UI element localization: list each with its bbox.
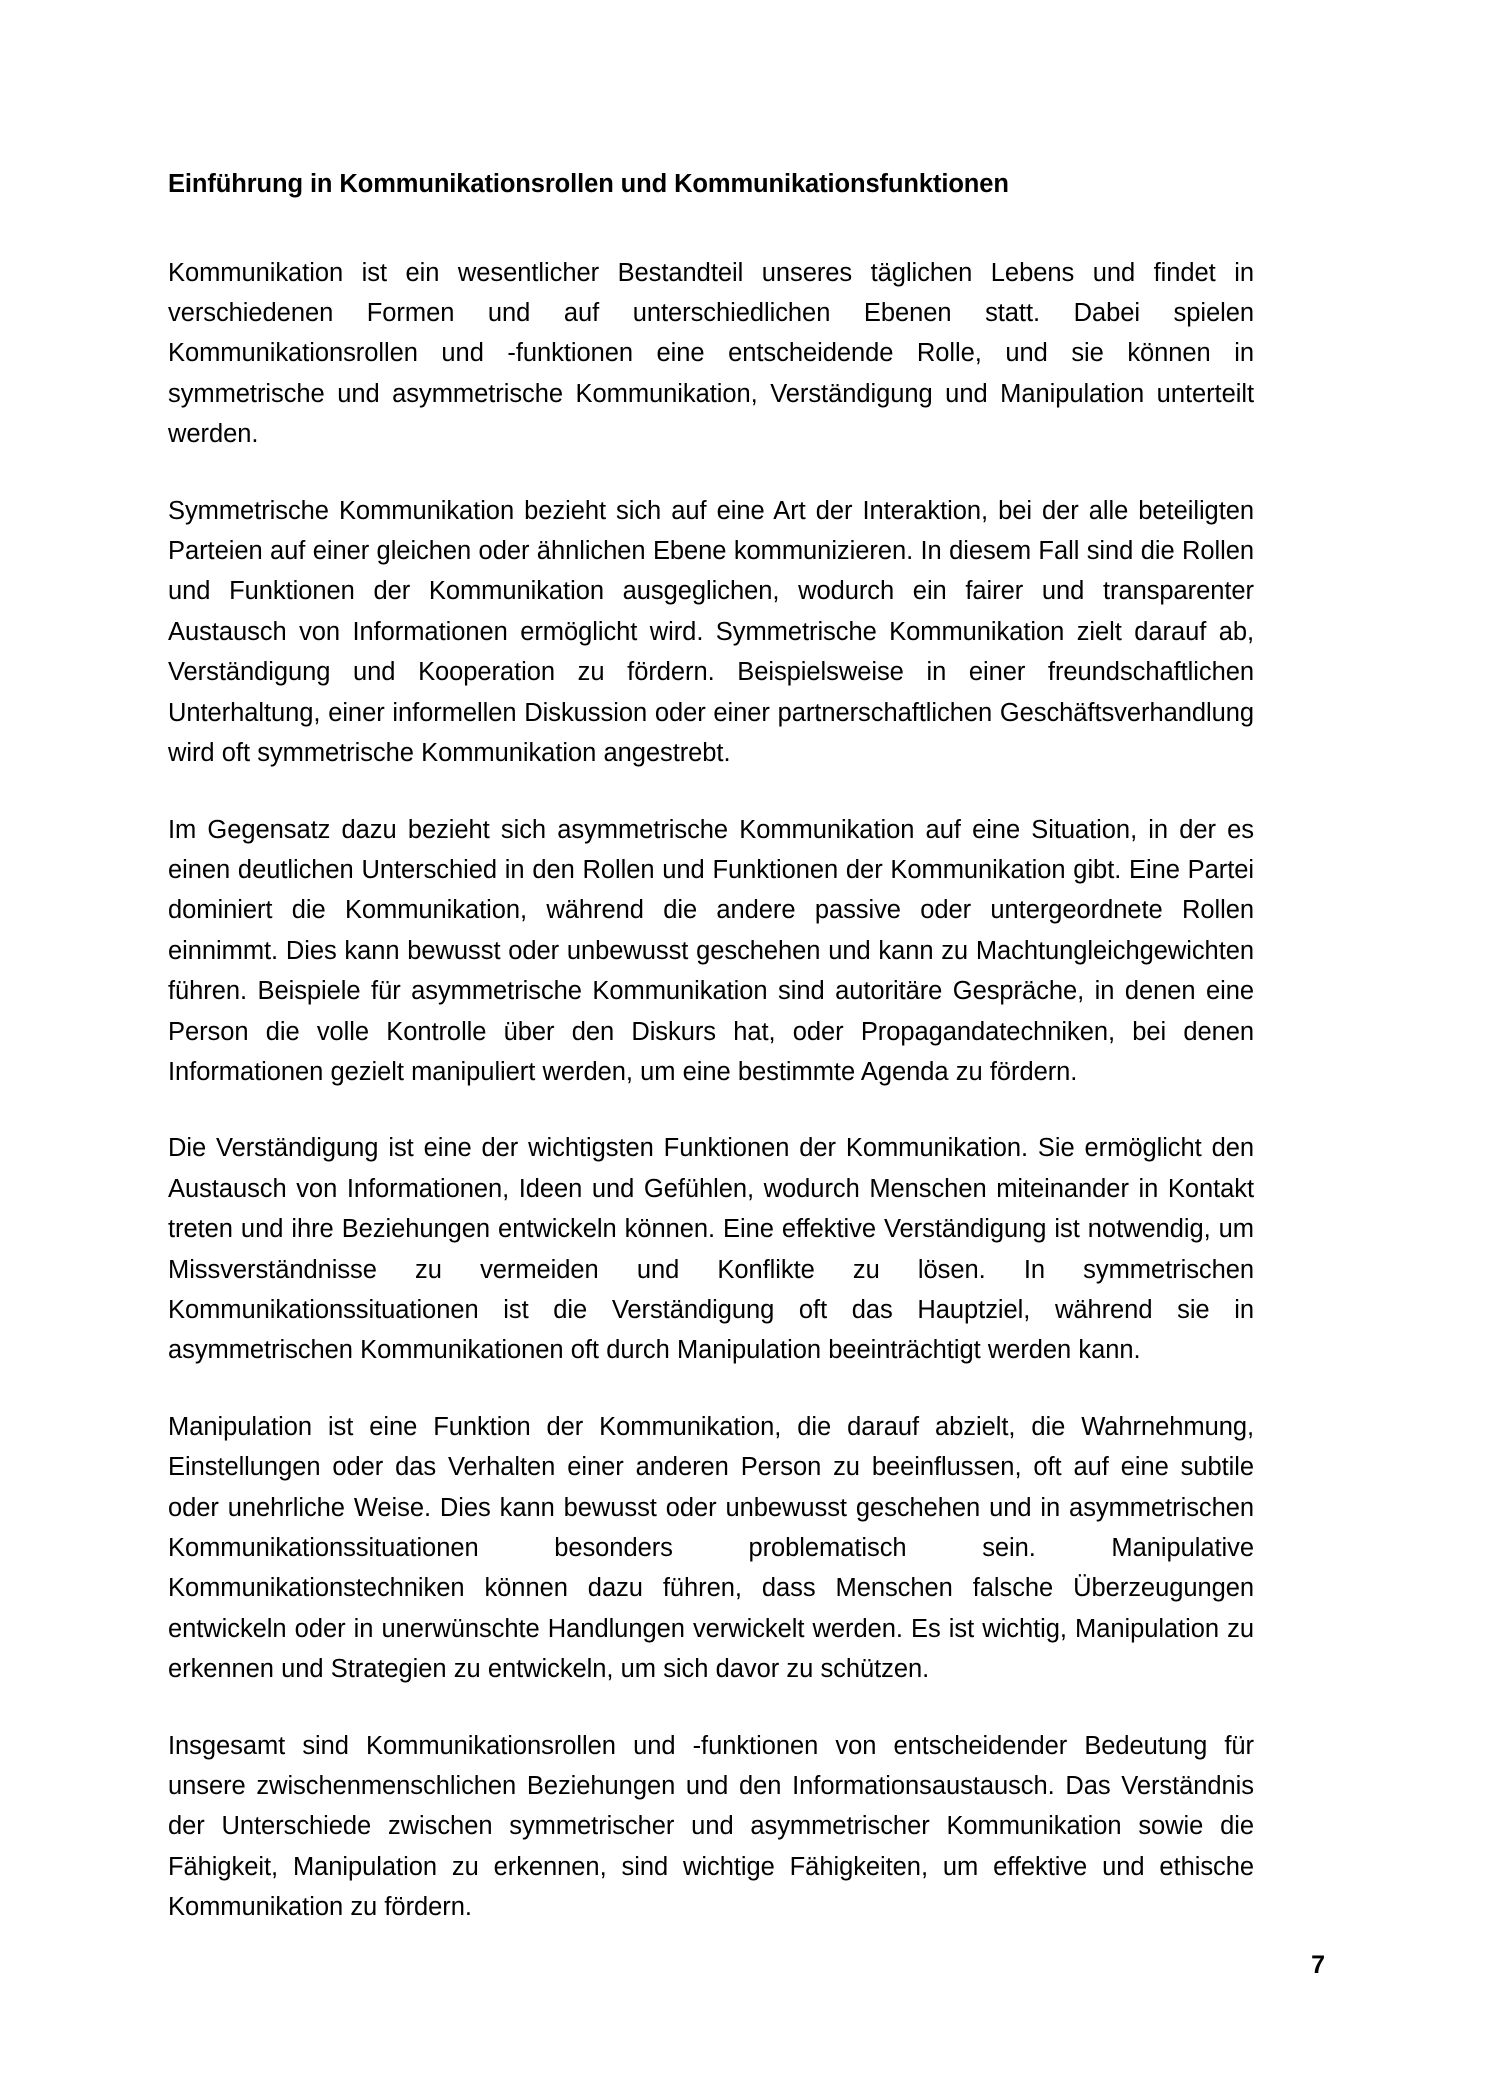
paragraph-symmetrische-kommunikation: Symmetrische Kommunikation bezieht sich auf eine Art der Interaktion, bei der alle beteiligten Parteien auf einer gleichen oder ähnlichen Ebene kommunizieren. In diesem Fall sind die Rollen und Funktionen der Kommunikation ausgeglichen, wodurch ein fairer und transparenter Austausch von Informationen ermöglicht wird. Symmetrische Kommunikation zielt darauf ab, Verständigung und Kooperation zu fördern. Beispielsweise in einer freundschaftlichen Unterhaltung, einer informellen Diskussion oder einer partnerschaftlichen Geschäftsverhandlung wird oft symmetrische Kommunikation angestrebt.: [168, 496, 1254, 768]
paragraph-manipulation: Manipulation ist eine Funktion der Kommunikation, die darauf abzielt, die Wahrnehmung, Einstellungen oder das Verhalten einer anderen Person zu beeinflussen, oft auf eine subtile oder unehrliche Weise. Dies kann bewusst oder unbewusst geschehen und in asymmetrischen Kommunikationssituationen besonders problematisch sein. Manipulative Kommunikationstechniken können dazu führen, dass Menschen falsche Überzeugungen entwickeln oder in unerwünschte Handlungen verwickelt werden. Es ist wichtig, Manipulation zu erkennen und Strategien zu entwickeln, um sich davor zu schützen.: [168, 1412, 1254, 1684]
paragraph-fazit: Insgesamt sind Kommunikationsrollen und -funktionen von entscheidender Bedeutung für unsere zwischenmenschlichen Beziehungen und den Informationsaustausch. Das Verständnis der Unterschiede zwischen symmetrischer und asymmetrischer Kommunikation sowie die Fähigkeit, Manipulation zu erkennen, sind wichtige Fähigkeiten, um effektive und ethische Kommunikation zu fördern.: [168, 1731, 1254, 1922]
page-number: 7: [1311, 1951, 1325, 1979]
paragraph-intro: Kommunikation ist ein wesentlicher Bestandteil unseres täglichen Lebens und findet in verschiedenen Formen und auf unterschiedlichen Ebenen statt. Dabei spielen Kommunikationsrollen und -funktionen eine entscheidende Rolle, und sie können in symmetrische und asymmetrische Kommunikation, Verständigung und Manipulation unterteilt werden.: [168, 258, 1254, 449]
document-body: [168, 168, 1254, 1928]
page-title: Einführung in Kommunikationsrollen und Kommunikationsfunktionen: [168, 170, 1009, 198]
paragraph-verstaendigung: Die Verständigung ist eine der wichtigsten Funktionen der Kommunikation. Sie ermöglicht den Austausch von Informationen, Ideen und Gefühlen, wodurch Menschen miteinander in Kontakt treten und ihre Beziehungen entwickeln können. Eine effektive Verständigung ist notwendig, um Missverständnisse zu vermeiden und Konflikte zu lösen. In symmetrischen Kommunikationssituationen ist die Verständigung oft das Hauptziel, während sie in asymmetrischen Kommunikationen oft durch Manipulation beeinträchtigt werden kann.: [168, 1134, 1254, 1365]
paragraph-asymmetrische-kommunikation: Im Gegensatz dazu bezieht sich asymmetrische Kommunikation auf eine Situation, in der es einen deutlichen Unterschied in den Rollen und Funktionen der Kommunikation gibt. Eine Partei dominiert die Kommunikation, während die andere passive oder untergeordnete Rollen einnimmt. Dies kann bewusst oder unbewusst geschehen und kann zu Machtungleichgewichten führen. Beispiele für asymmetrische Kommunikation sind autoritäre Gespräche, in denen eine Person die volle Kontrolle über den Diskurs hat, oder Propagandatechniken, bei denen Informationen gezielt manipuliert werden, um eine bestimmte Agenda zu fördern.: [168, 815, 1254, 1086]
